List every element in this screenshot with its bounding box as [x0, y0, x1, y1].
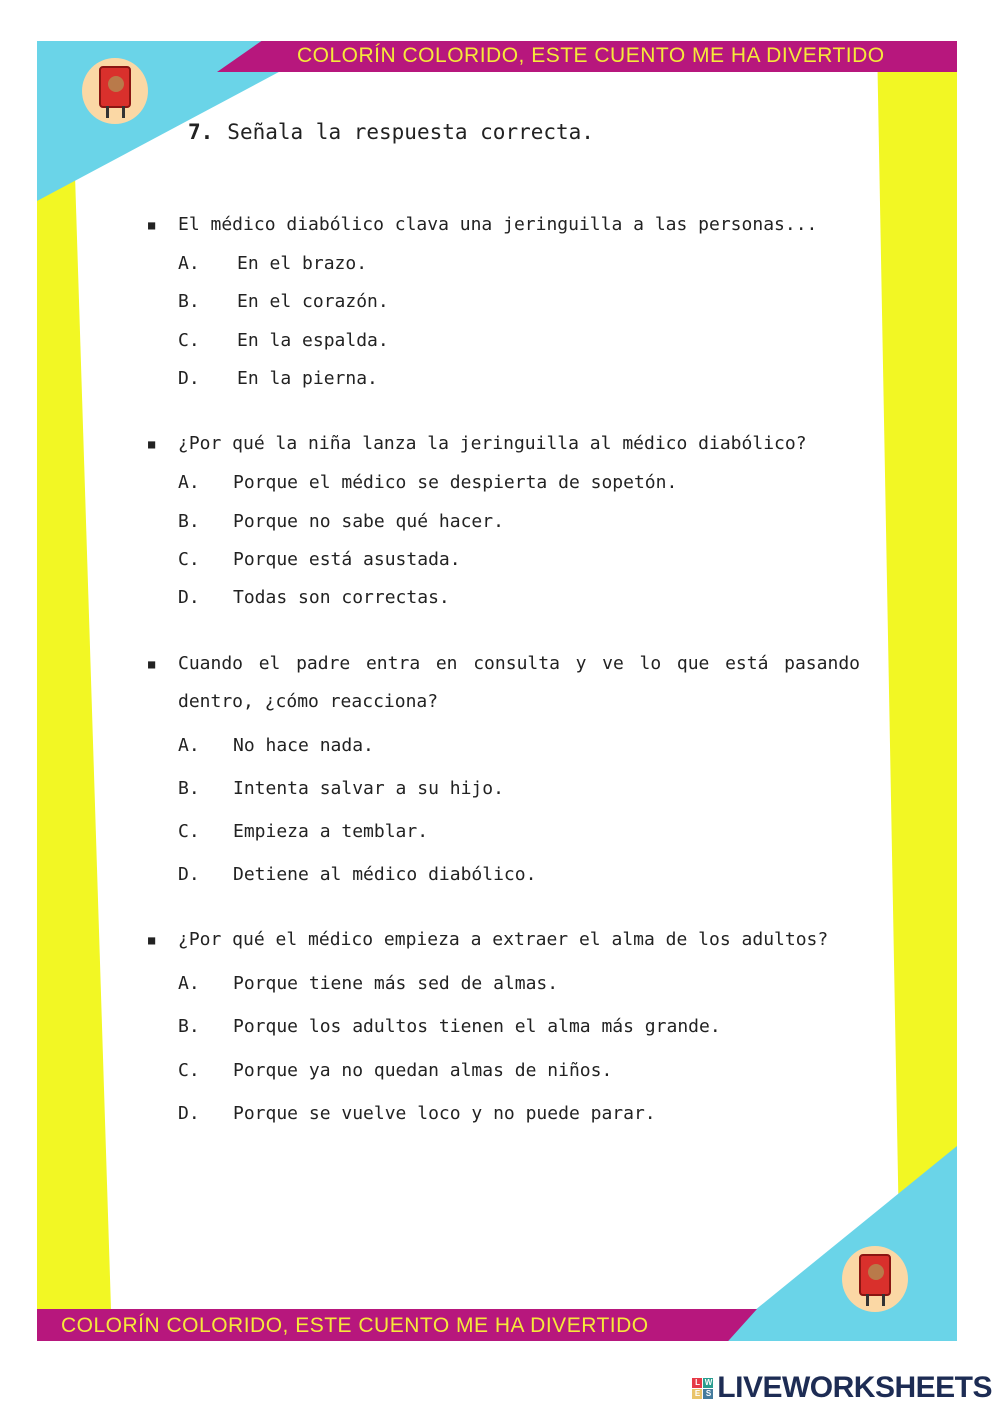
question-stem: ¿Por qué el médico empieza a extraer el alma de los adultos?: [178, 929, 829, 950]
option-q1-a[interactable]: A. En el brazo.: [178, 253, 368, 274]
bullet-icon: ■: [148, 933, 156, 947]
question-3: [148, 645, 860, 721]
question-stem: ¿Por qué la niña lanza la jeringuilla al médico diabólico?: [178, 433, 807, 454]
exercise-number: 7.: [188, 120, 214, 144]
question-stem: Cuando el padre entra en consulta y ve lo que está pasando dentro, ¿cómo reacciona?: [178, 653, 860, 712]
option-q3-d[interactable]: D. Detiene al médico diabólico.: [178, 864, 537, 885]
bottom-banner-text: COLORÍN COLORIDO, ESTE CUENTO ME HA DIVERTIDO: [61, 1314, 649, 1337]
option-q2-d[interactable]: D. Todas son correctas.: [178, 587, 450, 608]
option-q3-b[interactable]: B. Intenta salvar a su hijo.: [178, 778, 504, 799]
question-2: [148, 425, 860, 463]
top-banner-text: COLORÍN COLORIDO, ESTE CUENTO ME HA DIVERTIDO: [297, 44, 885, 67]
option-q2-c[interactable]: C. Porque está asustada.: [178, 549, 461, 570]
bullet-icon: ■: [148, 218, 156, 232]
option-q4-d[interactable]: D. Porque se vuelve loco y no puede parar.: [178, 1103, 656, 1124]
bullet-icon: ■: [148, 437, 156, 451]
bullet-icon: ■: [148, 657, 156, 671]
option-q1-b[interactable]: B. En el corazón.: [178, 291, 389, 312]
option-q2-a[interactable]: A. Porque el médico se despierta de sopetón.: [178, 472, 678, 493]
option-q1-d[interactable]: D. En la pierna.: [178, 368, 378, 389]
logo-text: LIVEWORKSHEETS: [717, 1371, 992, 1404]
option-q4-a[interactable]: A. Porque tiene más sed de almas.: [178, 973, 559, 994]
option-q3-a[interactable]: A. No hace nada.: [178, 735, 374, 756]
question-1: [148, 206, 860, 244]
option-q3-c[interactable]: C. Empieza a temblar.: [178, 821, 429, 842]
question-4: [148, 921, 860, 959]
exercise-instruction: Señala la respuesta correcta.: [227, 120, 594, 144]
question-stem: El médico diabólico clava una jeringuilla a las personas...: [178, 214, 818, 235]
option-q2-b[interactable]: B. Porque no sabe qué hacer.: [178, 511, 504, 532]
option-q4-b[interactable]: B. Porque los adultos tienen el alma más grande.: [178, 1016, 721, 1037]
liveworksheets-logo[interactable]: [692, 1371, 992, 1405]
option-q4-c[interactable]: C. Porque ya no quedan almas de niños.: [178, 1060, 613, 1081]
exercise-heading: [188, 120, 594, 144]
option-q1-c[interactable]: C. En la espalda.: [178, 330, 389, 351]
liveworksheets-logo-icon: L W E S: [692, 1378, 713, 1399]
